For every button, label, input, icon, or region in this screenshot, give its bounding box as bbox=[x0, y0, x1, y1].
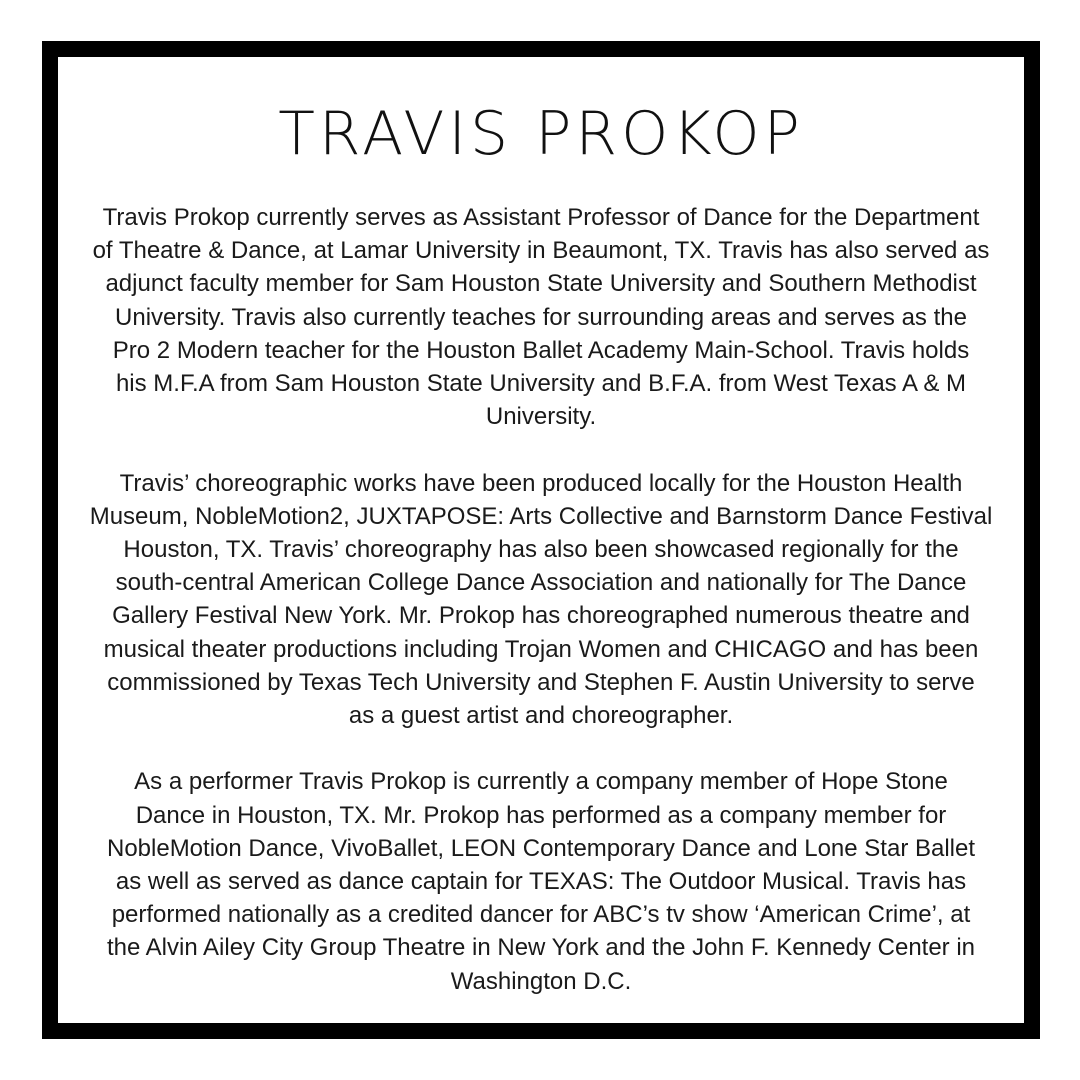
text-line: Travis’ choreographic works have been produced locally for the Houston Health bbox=[119, 469, 963, 497]
text-line: Houston, TX. Travis’ choreography has also been showcased regionally for the bbox=[123, 536, 959, 564]
text-line: Travis Prokop currently serves as Assistant Professor of Dance for the Department bbox=[102, 204, 980, 231]
text-line: commissioned by Texas Tech University and Stephen F. Austin University to serve bbox=[107, 668, 975, 696]
bio-paragraph-performance bbox=[58, 765, 1024, 997]
text-line: musical theater productions including Trojan Women and CHICAGO and has been bbox=[103, 635, 979, 663]
text-line: the Alvin Ailey City Group Theatre in New York and the John F. Kennedy Center in bbox=[106, 934, 976, 962]
text-line: as a guest artist and choreographer. bbox=[348, 702, 734, 730]
page-title: TRAVIS PROKOP bbox=[278, 99, 804, 169]
text-line: south-central American College Dance Association and nationally for The Dance bbox=[115, 569, 967, 597]
text-line: University. bbox=[485, 403, 597, 431]
text-line: Pro 2 Modern teacher for the Houston Ballet Academy Main-School. Travis holds bbox=[112, 336, 970, 364]
text-line: Museum, NobleMotion2, JUXTAPOSE: Arts Collective and Barnstorm Dance Festival bbox=[89, 502, 993, 530]
text-line: NobleMotion Dance, VivoBallet, LEON Contemporary Dance and Lone Star Ballet bbox=[106, 834, 976, 862]
text-line: as well as served as dance captain for TEXAS: The Outdoor Musical. Travis has bbox=[115, 868, 967, 896]
bio-paragraph-education bbox=[58, 201, 1024, 433]
bio-card-content bbox=[58, 57, 1024, 1023]
text-line: Washington D.C. bbox=[450, 967, 632, 995]
text-line: Dance in Houston, TX. Mr. Prokop has performed as a company member for bbox=[135, 801, 947, 829]
text-line: adjunct faculty member for Sam Houston State University and Southern Methodist bbox=[105, 270, 977, 298]
bio-card-frame bbox=[42, 41, 1040, 1039]
bio-text bbox=[58, 201, 1024, 1031]
text-line: performed nationally as a credited dancer for ABC’s tv show ‘American Crime’, at bbox=[111, 901, 971, 929]
text-line: of Theatre & Dance, at Lamar University in Beaumont, TX. Travis has also served as bbox=[92, 237, 990, 265]
text-line: Gallery Festival New York. Mr. Prokop has choreographed numerous theatre and bbox=[112, 602, 970, 630]
text-line: As a performer Travis Prokop is currently a company member of Hope Stone bbox=[134, 768, 948, 796]
text-line: his M.F.A from Sam Houston State University and B.F.A. from West Texas A & M bbox=[115, 370, 967, 398]
text-line: University. Travis also currently teaches for surrounding areas and serves as the bbox=[115, 303, 967, 331]
bio-paragraph-choreography bbox=[58, 467, 1024, 733]
